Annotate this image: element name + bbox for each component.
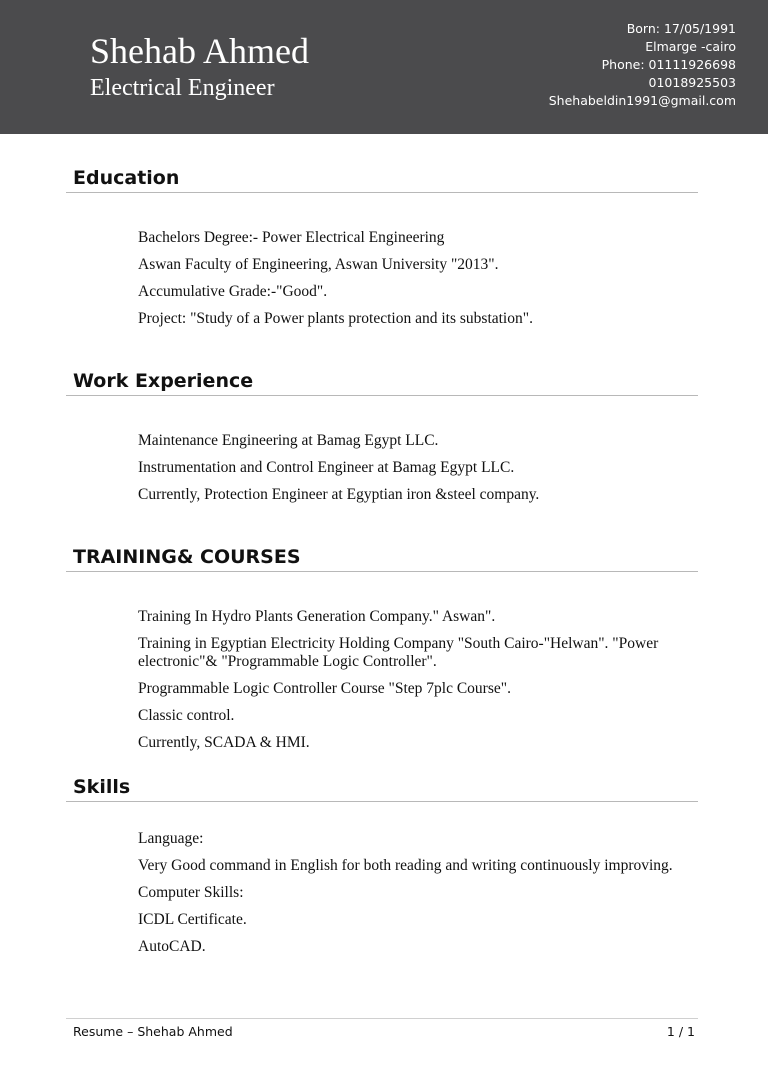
- location: Elmarge -cairo: [645, 39, 736, 54]
- skills-heading: Skills: [66, 775, 698, 802]
- training-item: Training in Egyptian Electricity Holding Company "South Cairo-"Helwan". "Power electronic"& "Programmable Logic Controller".: [138, 635, 659, 670]
- phone-secondary: 01018925503: [648, 75, 736, 90]
- work-section: [66, 369, 698, 513]
- page-footer: [66, 1018, 698, 1039]
- training-item: Currently, SCADA & HMI.: [138, 734, 310, 751]
- footer-title: Resume – Shehab Ahmed: [73, 1024, 233, 1039]
- education-heading: Education: [66, 166, 698, 193]
- training-heading: TRAINING& COURSES: [66, 545, 698, 572]
- work-item: Currently, Protection Engineer at Egyptian iron &steel company.: [138, 486, 540, 503]
- phone-primary: Phone: 01111926698: [601, 57, 736, 72]
- resume-header: [0, 0, 768, 134]
- education-item: Bachelors Degree:- Power Electrical Engineering: [138, 229, 445, 246]
- training-item: Classic control.: [138, 707, 235, 724]
- skills-item: Computer Skills:: [138, 884, 244, 901]
- work-item: Maintenance Engineering at Bamag Egypt LLC.: [138, 432, 439, 449]
- training-item: Training In Hydro Plants Generation Company." Aswan".: [138, 608, 496, 625]
- education-item: Accumulative Grade:-"Good".: [138, 283, 328, 300]
- training-item: Programmable Logic Controller Course "Step 7plc Course".: [138, 680, 511, 697]
- work-heading: Work Experience: [66, 369, 698, 396]
- contact-block: [476, 20, 736, 110]
- skills-section: [66, 775, 698, 965]
- education-item: Aswan Faculty of Engineering, Aswan University "2013".: [138, 256, 499, 273]
- skills-item: Very Good command in English for both reading and writing continuously improving.: [138, 857, 673, 874]
- birth-date: Born: 17/05/1991: [626, 21, 736, 36]
- skills-item: AutoCAD.: [138, 938, 206, 955]
- candidate-title: Electrical Engineer: [90, 75, 275, 101]
- training-section: [66, 545, 698, 761]
- page-number: 1 / 1: [666, 1024, 695, 1039]
- skills-item: Language:: [138, 830, 204, 847]
- work-item: Instrumentation and Control Engineer at Bamag Egypt LLC.: [138, 459, 515, 476]
- email: Shehabeldin1991@gmail.com: [548, 93, 736, 108]
- education-item: Project: "Study of a Power plants protection and its substation".: [138, 310, 533, 327]
- candidate-name: Shehab Ahmed: [90, 31, 309, 71]
- skills-item: ICDL Certificate.: [138, 911, 247, 928]
- education-section: [66, 166, 698, 337]
